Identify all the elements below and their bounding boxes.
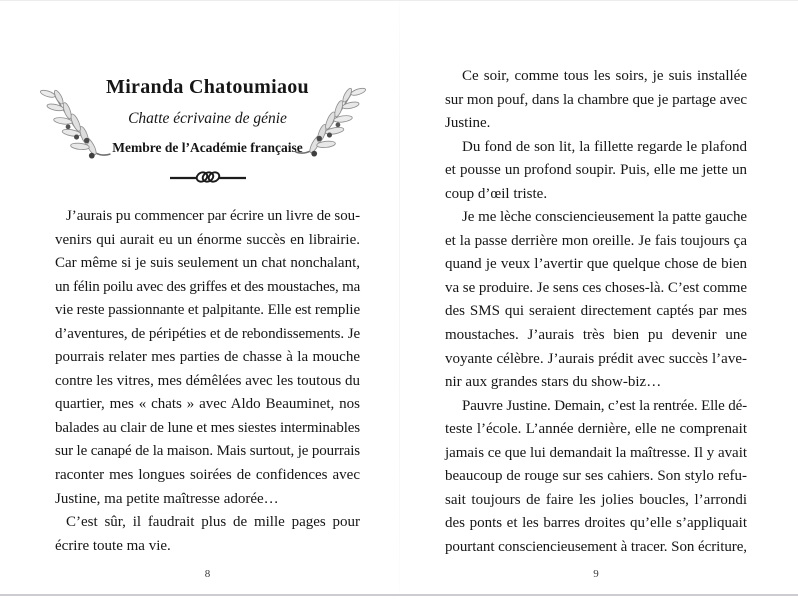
text-line: sur mon pouf, dans la chambre que je partage avec bbox=[445, 91, 747, 108]
text-line: et pousse un profond soupir. Puis, elle me jette un bbox=[445, 162, 747, 179]
text-line: et la passe derrière mon oreille. Je fais toujours ça bbox=[445, 232, 747, 249]
page-number: 8 bbox=[204, 568, 211, 580]
page-affiliation: Membre de l’Académie française bbox=[112, 140, 303, 155]
text-line: vie reste passionnante et palpitante. Elle est remplie bbox=[55, 302, 360, 319]
text-line: pourtant consciencieusement à tracer. Son écriture, bbox=[445, 538, 747, 555]
page-right bbox=[445, 1, 747, 601]
text-line: nir aux grandes stars du show-biz… bbox=[445, 374, 662, 391]
text-line: coup d’œil triste. bbox=[445, 185, 548, 202]
text-line: J’aurais pu commencer par écrire un livre de sou- bbox=[66, 208, 360, 224]
text-line: raconter mes longues soirées de confidences avec bbox=[55, 467, 360, 484]
text-line: Pauvre Justine. Demain, c’est la rentrée. Elle dé- bbox=[462, 397, 747, 414]
text-line: Ce soir, comme tous les soirs, je suis installée bbox=[462, 68, 747, 84]
page-right-body-text bbox=[445, 65, 747, 559]
page-left bbox=[55, 1, 360, 601]
text-line: teste l’école. L’année dernière, elle ne comprenait bbox=[445, 421, 747, 438]
text-line: Justine. bbox=[445, 115, 491, 132]
text-line: Du fond de son lit, la fillette regarde le plafond bbox=[462, 138, 747, 155]
text-line: Car même si je suis seulement un chat nonchalant, bbox=[55, 255, 360, 272]
text-line: Je me lèche consciencieusement la patte gauche bbox=[462, 209, 748, 226]
text-line: des ponts et les barres droites qu’elle s’appliquait bbox=[445, 515, 748, 532]
text-line: Justine, ma petite maîtresse adorée… bbox=[55, 490, 279, 507]
text-line: d’aventures, de péripéties et de rebondissements. Je bbox=[55, 325, 361, 342]
page-number: 9 bbox=[593, 568, 599, 580]
text-line: un félin poilu avec des griffes et des moustaches, ma bbox=[55, 278, 361, 295]
page-left-body-text bbox=[55, 205, 360, 558]
text-line: moustaches. J’aurais très bien pu devenir une bbox=[445, 327, 747, 344]
text-line: beaucoup de rouge sur ses cahiers. Son stylo refu- bbox=[445, 468, 747, 485]
text-line: venirs qui aurait eu un énorme succès en librairie. bbox=[55, 231, 360, 248]
text-line: quartier, mes « chats » avec Aldo Beauminet, nos bbox=[55, 396, 360, 413]
text-line: quand je veux l’avertir que quelque chose de bien bbox=[445, 256, 747, 273]
window-bottom-border bbox=[0, 594, 798, 596]
text-line: des SMS qui seraient directement captés par mes bbox=[445, 303, 747, 320]
divider-knot-icon bbox=[55, 168, 360, 188]
page-seam bbox=[399, 1, 400, 593]
text-line: va se produire. Je sens ces choses-là. C’est comme bbox=[445, 279, 747, 296]
text-line: sait toujours de faire les jolies boucles, l’arrondi bbox=[445, 491, 747, 508]
text-line: contre les vitres, mes démêlées avec les toutous du bbox=[55, 372, 360, 389]
text-line: sur le canapé de la maison. Mais surtout, je pourrais bbox=[55, 443, 361, 460]
page-subtitle: Chatte écrivaine de génie bbox=[128, 110, 287, 127]
text-line: voyante célèbre. J’aurais prédit avec succès l’ave- bbox=[445, 350, 747, 367]
text-line: balades au clair de lune et mes siestes interminables bbox=[55, 419, 360, 436]
text-line: écrire toute ma vie. bbox=[55, 537, 171, 554]
page-title: Miranda Chatoumiaou bbox=[106, 76, 309, 98]
text-line: jamais ce que lui demandait la maîtresse. Il y avait bbox=[445, 444, 747, 461]
text-line: C’est sûr, il faudrait plus de mille pages pour bbox=[66, 514, 360, 531]
text-line: pourrais relater mes parties de chasse à la mouche bbox=[55, 349, 360, 366]
